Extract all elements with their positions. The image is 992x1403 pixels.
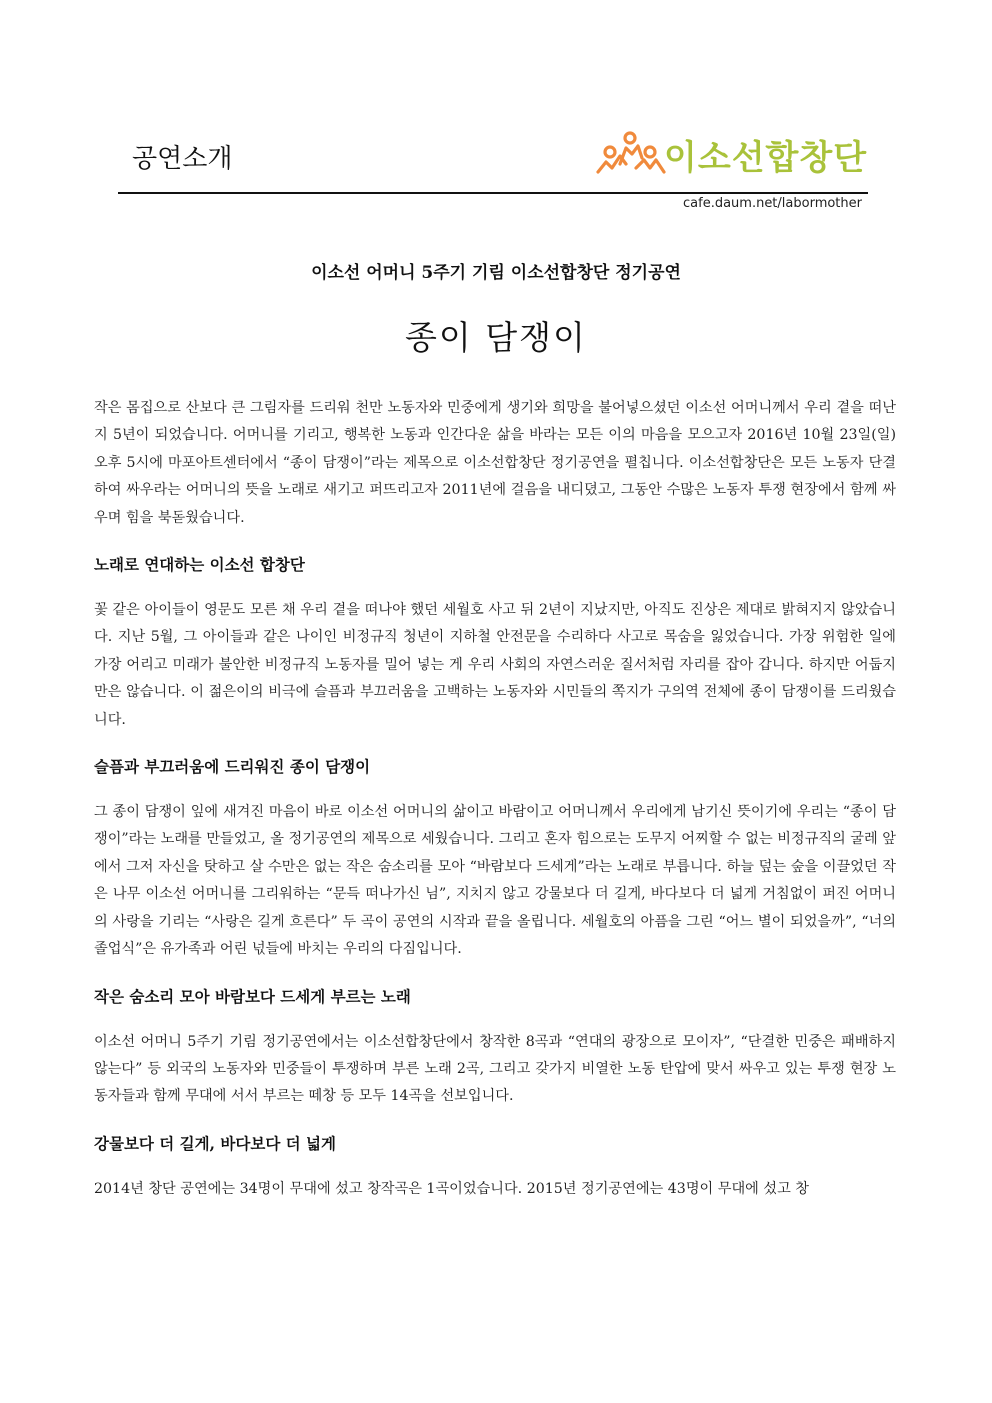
- section-body: 이소선 어머니 5주기 기림 정기공연에서는 이소선합창단에서 창작한 8곡과 “연대의 광장으로 모이자”, “단결한 민중은 패배하지 않는다” 등 외국의 노동자와 민중들이 투쟁하며 부른 노래 2곡, 그리고 갖가지 비열한 노동 탄압에 맞서 싸우고 있는 투쟁 현장 노동자들과 함께 무대에 서서 부르는 떼창 등 모두 14곡을 선보입니다.: [94, 1033, 896, 1105]
- page-label: 공연소개: [132, 144, 233, 174]
- header-rule: [118, 192, 868, 194]
- cafe-url: cafe.daum.net/labormother: [683, 196, 862, 211]
- section-heading: 노래로 연대하는 이소선 합창단: [94, 555, 305, 575]
- section-body: 그 종이 담쟁이 잎에 새겨진 마음이 바로 이소선 어머니의 삶이고 바람이고 어머니께서 우리에게 남기신 뜻이기에 우리는 “종이 담쟁이”라는 노래를 만들었고, 올 정기공연의 제목으로 세웠습니다. 그리고 혼자 힘으로는 도무지 어찌할 수 없는 비정규직의 굴레 앞에서 그저 자신을 탓하고 살 수만은 없는 작은 숨소리를 모아 “바람보다 드세게”라는 노래로 부릅니다. 하늘 덮는 숲을 이끌었던 작은 나무 이소선 어머니를 그리워하는 “문득 떠나가신 님”, 지치지 않고 강물보다 더 길게, 바다보다 더 넓게 거침없이 퍼진 어머니의 사랑을 기리는 “사랑은 길게 흐른다” 두 곡이 공연의 시작과 끝을 올립니다. 세월호의 아픔을 그린 “어느 별이 되었을까”, “너의 졸업식”은 유가족과 어린 넋들에 바치는 우리의 다짐입니다.: [94, 804, 896, 958]
- section-body: 2014년 창단 공연에는 34명이 무대에 섰고 창작곡은 1곡이었습니다. 2015년 정기공연에는 43명이 무대에 섰고 창: [94, 1180, 809, 1197]
- section-body: 꽃 같은 아이들이 영문도 모른 채 우리 곁을 떠나야 했던 세월호 사고 뒤 2년이 지났지만, 아직도 진상은 제대로 밝혀지지 않았습니다. 지난 5월, 그 아이들과 같은 나이인 비정규직 청년이 지하철 안전문을 수리하다 사고로 목숨을 잃었습니다. 가장 위험한 일에 가장 어리고 미래가 불안한 비정규직 노동자를 밀어 넣는 게 우리 사회의 자연스러운 질서처럼 자리를 잡아 갑니다. 하지만 어둡지만은 않습니다. 이 젊은이의 비극에 슬픔과 부끄러움을 고백하는 노동자와 시민들의 쪽지가 구의역 전체에 종이 담쟁이를 드리웠습니다.: [94, 602, 896, 728]
- intro-paragraph: 작은 몸집으로 산보다 큰 그림자를 드리워 천만 노동자와 민중에게 생기와 희망을 불어넣으셨던 이소선 어머니께서 우리 곁을 떠난 지 5년이 되었습니다. 어머니를 기리고, 행복한 노동과 인간다운 삶을 바라는 모든 이의 마음을 모으고자 2016년 10월 23일(일) 오후 5시에 마포아트센터에서 “종이 담쟁이”라는 제목으로 이소선합창단 정기공연을 펼칩니다. 이소선합창단은 모든 노동자 단결하여 싸우라는 어머니의 뜻을 노래로 새기고 퍼뜨리고자 2011년에 걸음을 내디뎠고, 그동안 수많은 노동자 투쟁 현장에서 함께 싸우며 힘을 북돋웠습니다.: [94, 400, 896, 526]
- people-figures-icon: [596, 128, 666, 180]
- document-body: [94, 395, 896, 1203]
- section-heading: 슬픔과 부끄러움에 드리워진 종이 담쟁이: [94, 757, 371, 777]
- document-subtitle: 이소선 어머니 5주기 기림 이소선합창단 정기공연: [311, 263, 681, 283]
- choir-logo: [596, 128, 866, 180]
- document-title: 종이 담쟁이: [405, 318, 587, 357]
- section-heading: 강물보다 더 길게, 바다보다 더 넓게: [94, 1133, 337, 1153]
- section-heading: 작은 숨소리 모아 바람보다 드세게 부르는 노래: [94, 986, 411, 1006]
- logo-text: 이소선합창단: [664, 138, 868, 178]
